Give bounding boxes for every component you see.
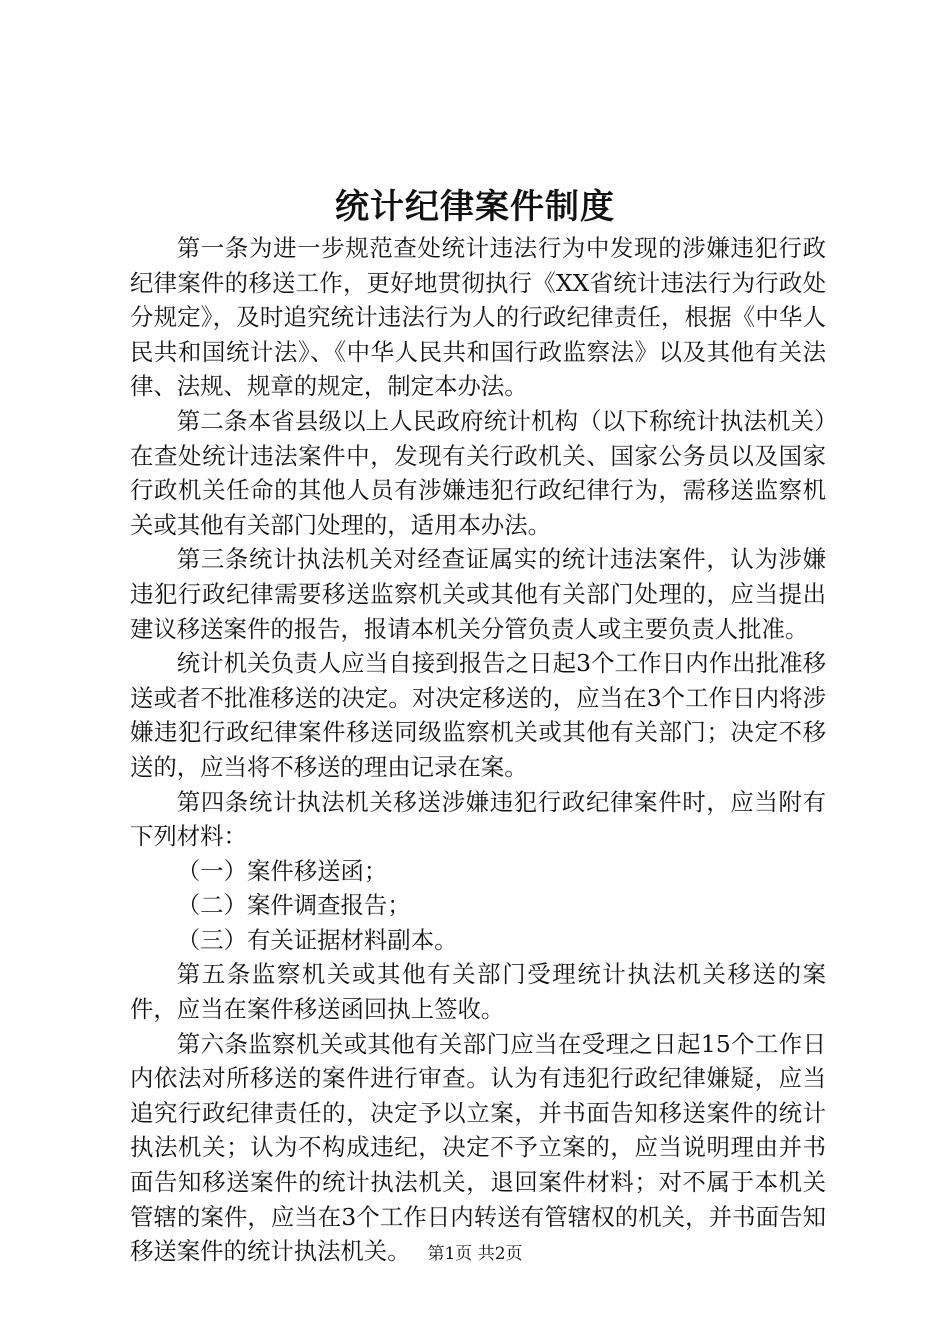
page-footer: 第1页 共2页 xyxy=(427,1244,523,1264)
list-item-2: （二）案件调查报告； xyxy=(176,891,411,920)
article-4-paragraph: 第四条统计执法机关移送涉嫌违犯行政纪律案件时，应当附有下列材料： xyxy=(130,787,826,851)
article-3-continuation-paragraph: 统计机关负责人应当自接到报告之日起3个工作日内作出批准移送或者不批准移送的决定。对决定移送的，应当在3个工作日内将涉嫌违犯行政纪律案件移送同级监察机关或其他有关部门；决定不移送的，应当将不移送的理由记录在案。 xyxy=(130,649,826,781)
document-body xyxy=(130,231,826,1269)
article-1-paragraph: 第一条为进一步规范查处统计违法行为中发现的涉嫌违犯行政纪律案件的移送工作，更好地贯彻执行《XX省统计违法行为行政处分规定》，及时追究统计违法行为人的行政纪律责任，根据《中华人民共和国统计法》、《中华人民共和国行政监察法》以及其他有关法律、法规、规章的规定，制定本办法。 xyxy=(130,234,826,401)
article-2-paragraph: 第二条本省县级以上人民政府统计机构（以下称统计执法机关）在查处统计违法案件中，发现有关行政机关、国家公务员以及国家行政机关任命的其他人员有涉嫌违犯行政纪律行为，需移送监察机关或其他有关部门处理的，适用本办法。 xyxy=(130,406,826,539)
article-6-paragraph: 第六条监察机关或其他有关部门应当在受理之日起15个工作日内依法对所移送的案件进行审查。认为有违犯行政纪律嫌疑，应当追究行政纪律责任的，决定予以立案，并书面告知移送案件的统计执法机关；认为不构成违纪，决定不予立案的，应当说明理由并书面告知移送案件的统计执法机关，退回案件材料；对不属于本机关管辖的案件，应当在3个工作日内转送有管辖权的机关，并书面告知移送案件的统计执法机关。 xyxy=(130,1029,826,1266)
page-title: 统计纪律案件制度 xyxy=(335,187,615,227)
list-item-1: （一）案件移送函； xyxy=(176,856,388,885)
article-5-paragraph: 第五条监察机关或其他有关部门受理统计执法机关移送的案件，应当在案件移送函回执上签收。 xyxy=(130,960,826,1024)
article-3-paragraph: 第三条统计执法机关对经查证属实的统计违法案件，认为涉嫌违犯行政纪律需要移送监察机关或其他有关部门处理的，应当提出建议移送案件的报告，报请本机关分管负责人或主要负责人批准。 xyxy=(130,545,826,643)
list-item-3: （三）有关证据材料副本。 xyxy=(176,925,458,954)
